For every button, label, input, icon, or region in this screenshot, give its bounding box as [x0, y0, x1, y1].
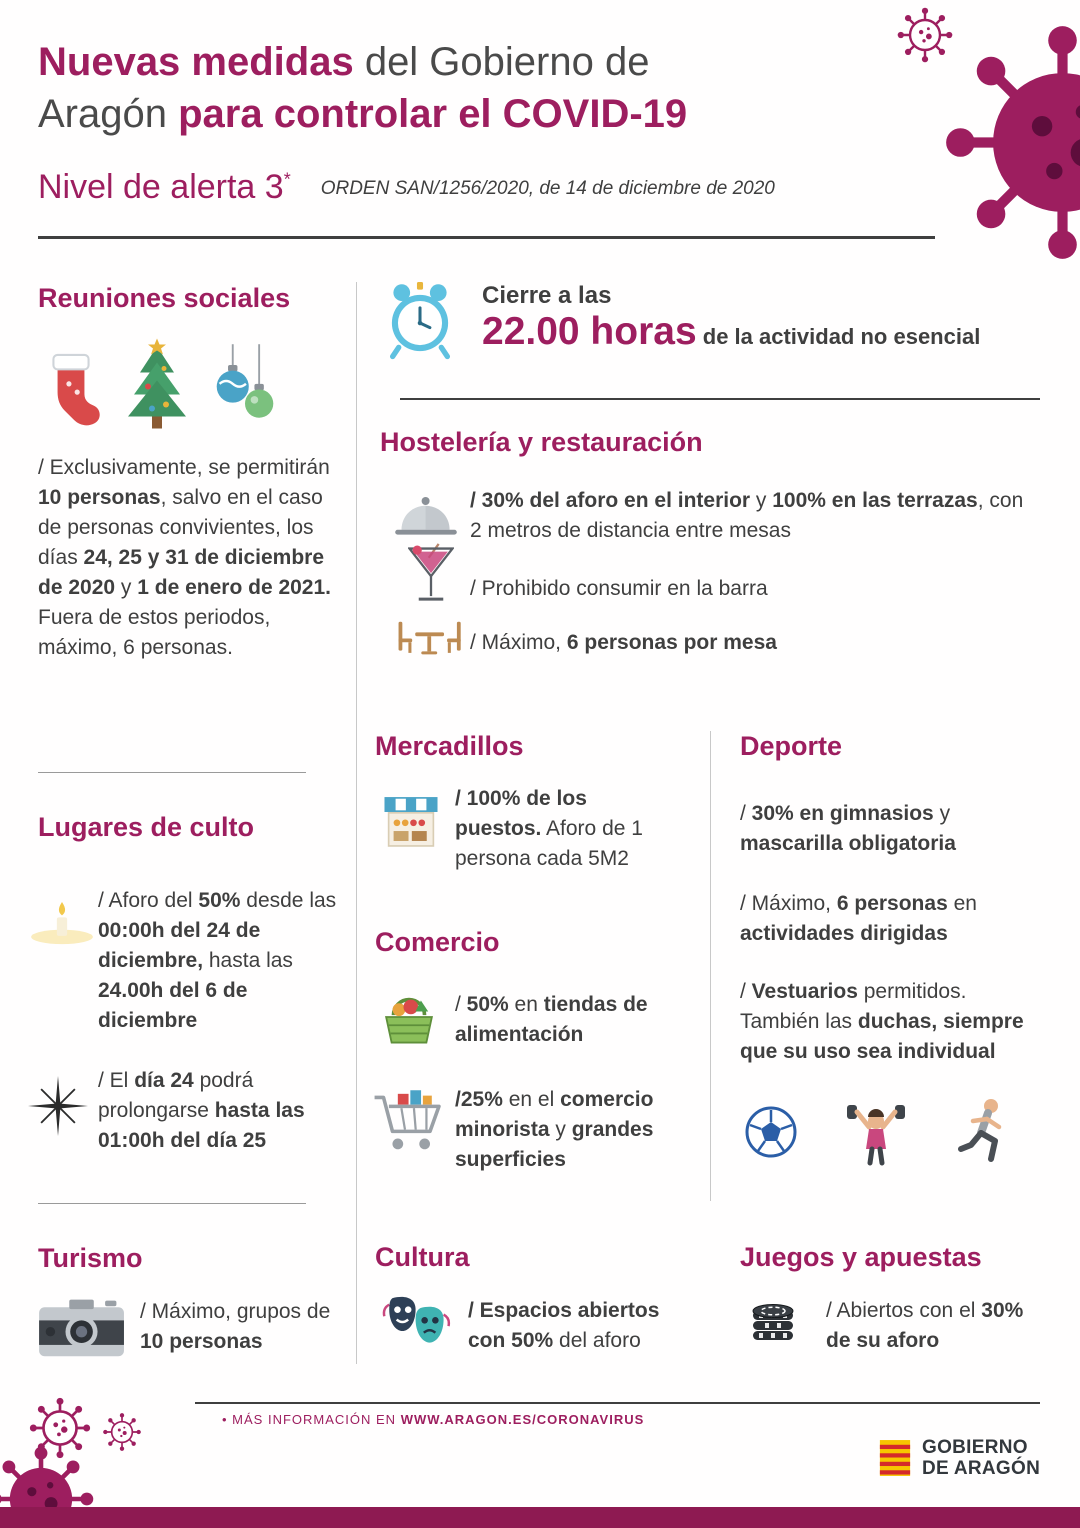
gobierno-aragon-logo — [878, 1437, 1040, 1480]
section-title-cultura: Cultura — [375, 1242, 470, 1272]
cocktail-icon — [408, 540, 454, 610]
closure-line1: Cierre a las — [482, 282, 612, 309]
candle-icon — [26, 893, 98, 951]
page-title-line2: Aragón para controlar el COVID-19 — [38, 92, 688, 136]
turismo-body: / Máximo, grupos de 10 personas — [140, 1300, 331, 1354]
deporte-item-3: / Vestuarios permitidos. También las duchas, siempre que su uso sea individual — [740, 980, 1024, 1064]
logo-line2: DE ARAGÓN — [922, 1458, 1041, 1480]
closure-time: 22.00 horas — [482, 310, 697, 353]
culto-item-2: / El día 24 podrá prolongarse hasta las 01:00h del día 25 — [98, 1069, 305, 1153]
closure-divider — [400, 398, 1040, 400]
deporte-item-2: / Máximo, 6 personas en actividades dirigidas — [740, 892, 977, 946]
section-title-comercio: Comercio — [375, 927, 500, 957]
alarm-clock-icon — [382, 280, 458, 360]
hosteleria-item-2: / Prohibido consumir en la barra — [470, 577, 768, 600]
theater-masks-icon — [381, 1289, 451, 1355]
closure-notice — [482, 282, 1042, 354]
cultura-body: / Espacios abiertos con 50% del aforo — [468, 1299, 660, 1353]
mercadillos-body: / 100% de los puestos. Aforo de 1 persona cada 5M2 — [455, 787, 643, 871]
soccer-ball-icon — [744, 1105, 798, 1159]
left-divider-2 — [38, 1203, 306, 1204]
christmas-tree-icon — [122, 334, 192, 434]
footer-divider — [195, 1402, 1040, 1404]
section-title-reuniones: Reuniones sociales — [38, 283, 291, 313]
comercio-item-1: / 50% en tiendas de alimentación — [455, 993, 648, 1047]
closure-line2 — [482, 310, 1042, 354]
section-title-mercadillos: Mercadillos — [375, 731, 524, 761]
section-title-juegos: Juegos y apuestas — [740, 1242, 982, 1272]
section-title-turismo: Turismo — [38, 1243, 143, 1273]
aragon-flag-icon — [878, 1437, 912, 1479]
sports-icons — [744, 1090, 1012, 1174]
baubles-icon — [212, 344, 278, 434]
hosteleria-item-1: / 30% del aforo en el interior y 100% en las terrazas, con 2 metros de distancia entre mesas — [470, 489, 1024, 543]
sparkle-star-icon — [28, 1076, 88, 1136]
main-vertical-divider — [356, 282, 357, 1364]
section-title-hosteleria: Hostelería y restauración — [380, 427, 703, 457]
poker-chips-icon — [749, 1289, 807, 1351]
alert-note-mark: * — [283, 169, 291, 190]
stocking-icon — [40, 342, 102, 434]
bottom-color-bar — [0, 1507, 1080, 1528]
header-divider — [38, 236, 935, 239]
deporte-item-1: / 30% en gimnasios y mascarilla obligatoria — [740, 802, 956, 856]
closure-rest: de la actividad no esencial — [696, 324, 981, 349]
christmas-icons — [40, 330, 300, 434]
comercio-item-2: /25% en el comercio minorista y grandes superficies — [455, 1088, 654, 1172]
alert-level-text: Nivel de alerta 3 — [38, 168, 284, 206]
logo-line1: GOBIERNO — [922, 1437, 1028, 1458]
table-chairs-icon — [394, 616, 466, 664]
hosteleria-item-3: / Máximo, 6 personas por mesa — [470, 631, 777, 654]
page-title-line1: Nuevas medidas del Gobierno de — [38, 40, 650, 84]
section-title-deporte: Deporte — [740, 731, 843, 761]
alert-row — [38, 168, 898, 207]
shopping-cart-icon — [371, 1080, 447, 1164]
camera-icon — [34, 1294, 130, 1360]
cloche-icon — [392, 492, 460, 542]
secondary-vertical-divider — [710, 731, 711, 1201]
reuniones-body: / Exclusivamente, se permitirán 10 personas, salvo en el caso de personas convivientes, los días 24, 25 y 31 de diciembre de 2020 y 1 de enero de 2021. Fuera de estos periodos, máximo, 6 personas. — [38, 456, 332, 660]
more-info-text: • MÁS INFORMACIÓN EN WWW.ARAGON.ES/CORONAVIRUS — [222, 1412, 645, 1427]
virus-tiny-icon — [102, 1412, 142, 1452]
runner-icon — [954, 1097, 1012, 1167]
weightlifter-icon — [843, 1097, 909, 1167]
left-divider-1 — [38, 772, 306, 773]
alert-level — [38, 168, 291, 207]
culto-item-1: / Aforo del 50% desde las 00:00h del 24 de diciembre, hasta las 24.00h del 6 de diciembre — [98, 889, 337, 1033]
food-basket-icon — [377, 982, 441, 1052]
market-stall-icon — [382, 790, 440, 858]
order-reference: ORDEN SAN/1256/2020, de 14 de diciembre de 2020 — [320, 178, 775, 199]
section-title-culto: Lugares de culto — [38, 812, 255, 842]
page-title — [38, 36, 918, 140]
juegos-body: / Abiertos con el 30% de su aforo — [826, 1299, 1024, 1353]
virus-large-icon — [940, 20, 1080, 265]
